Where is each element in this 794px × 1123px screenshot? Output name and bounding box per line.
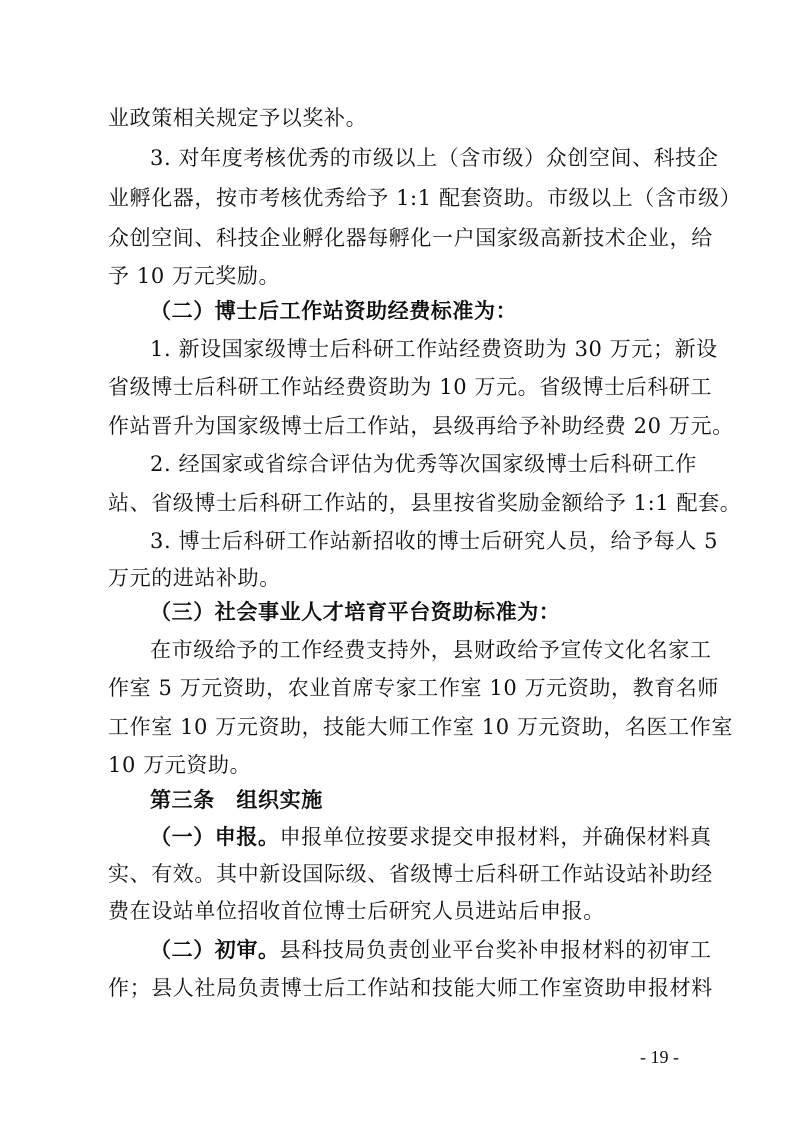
text-line: 费在设站单位招收首位博士后研究人员进站后申报。 bbox=[108, 899, 605, 923]
section-heading: （二）博士后工作站资助经费标准为： bbox=[150, 299, 518, 323]
text-line: 作；县人社局负责博士后工作站和技能大师工作室资助申报材料 bbox=[108, 976, 713, 1000]
paragraph-line bbox=[150, 823, 712, 851]
text-line: 县科技局负责创业平台奖补申报材料的初审工 bbox=[279, 938, 712, 962]
text-line: 3. 博士后科研工作站新招收的博士后研究人员，给予每人 5 bbox=[150, 529, 719, 553]
text-line: 在市级给予的工作经费支持外，县财政给予宣传文化名家工 bbox=[150, 638, 712, 662]
text-line: 业政策相关规定予以奖补。 bbox=[108, 106, 368, 130]
text-line: 2. 经国家或省综合评估为优秀等次国家级博士后科研工作 bbox=[150, 452, 697, 476]
inline-heading: （二）初审。 bbox=[150, 938, 280, 962]
text-line: 1. 新设国家级博士后科研工作站经费资助为 30 万元；新设 bbox=[150, 337, 718, 361]
text-line: 申报单位按要求提交申报材料，并确保材料真 bbox=[279, 825, 712, 849]
page-number: - 19 - bbox=[640, 1047, 679, 1067]
article-heading: 第三条 组织实施 bbox=[150, 788, 323, 812]
text-line: 站、省级博士后科研工作站的，县里按省奖励金额给予 1:1 配套。 bbox=[108, 491, 742, 515]
text-line: 业孵化器，按市考核优秀给予 1:1 配套资助。市级以上（含市级） bbox=[108, 186, 742, 210]
text-line: 工作室 10 万元资助，技能大师工作室 10 万元资助，名医工作室 bbox=[108, 715, 733, 739]
text-line: 10 万元资助。 bbox=[108, 753, 252, 777]
text-line: 实、有效。其中新设国际级、省级博士后科研工作站设站补助经 bbox=[108, 862, 713, 886]
text-line: 予 10 万元奖励。 bbox=[108, 264, 281, 288]
text-line: 作站晋升为国家级博士后工作站，县级再给予补助经费 20 万元。 bbox=[108, 414, 734, 438]
text-line: 众创空间、科技企业孵化器每孵化一户国家级高新技术企业，给 bbox=[108, 226, 713, 250]
text-line: 万元的进站补助。 bbox=[108, 566, 281, 590]
section-heading: （三）社会事业人才培育平台资助标准为： bbox=[150, 600, 561, 624]
paragraph-line bbox=[150, 936, 712, 964]
text-line: 作室 5 万元资助，农业首席专家工作室 10 万元资助，教育名师 bbox=[108, 676, 719, 700]
inline-heading: （一）申报。 bbox=[150, 825, 280, 849]
text-line: 3. 对年度考核优秀的市级以上（含市级）众创空间、科技企 bbox=[150, 146, 719, 170]
text-line: 省级博士后科研工作站经费资助为 10 万元。省级博士后科研工 bbox=[108, 375, 713, 399]
